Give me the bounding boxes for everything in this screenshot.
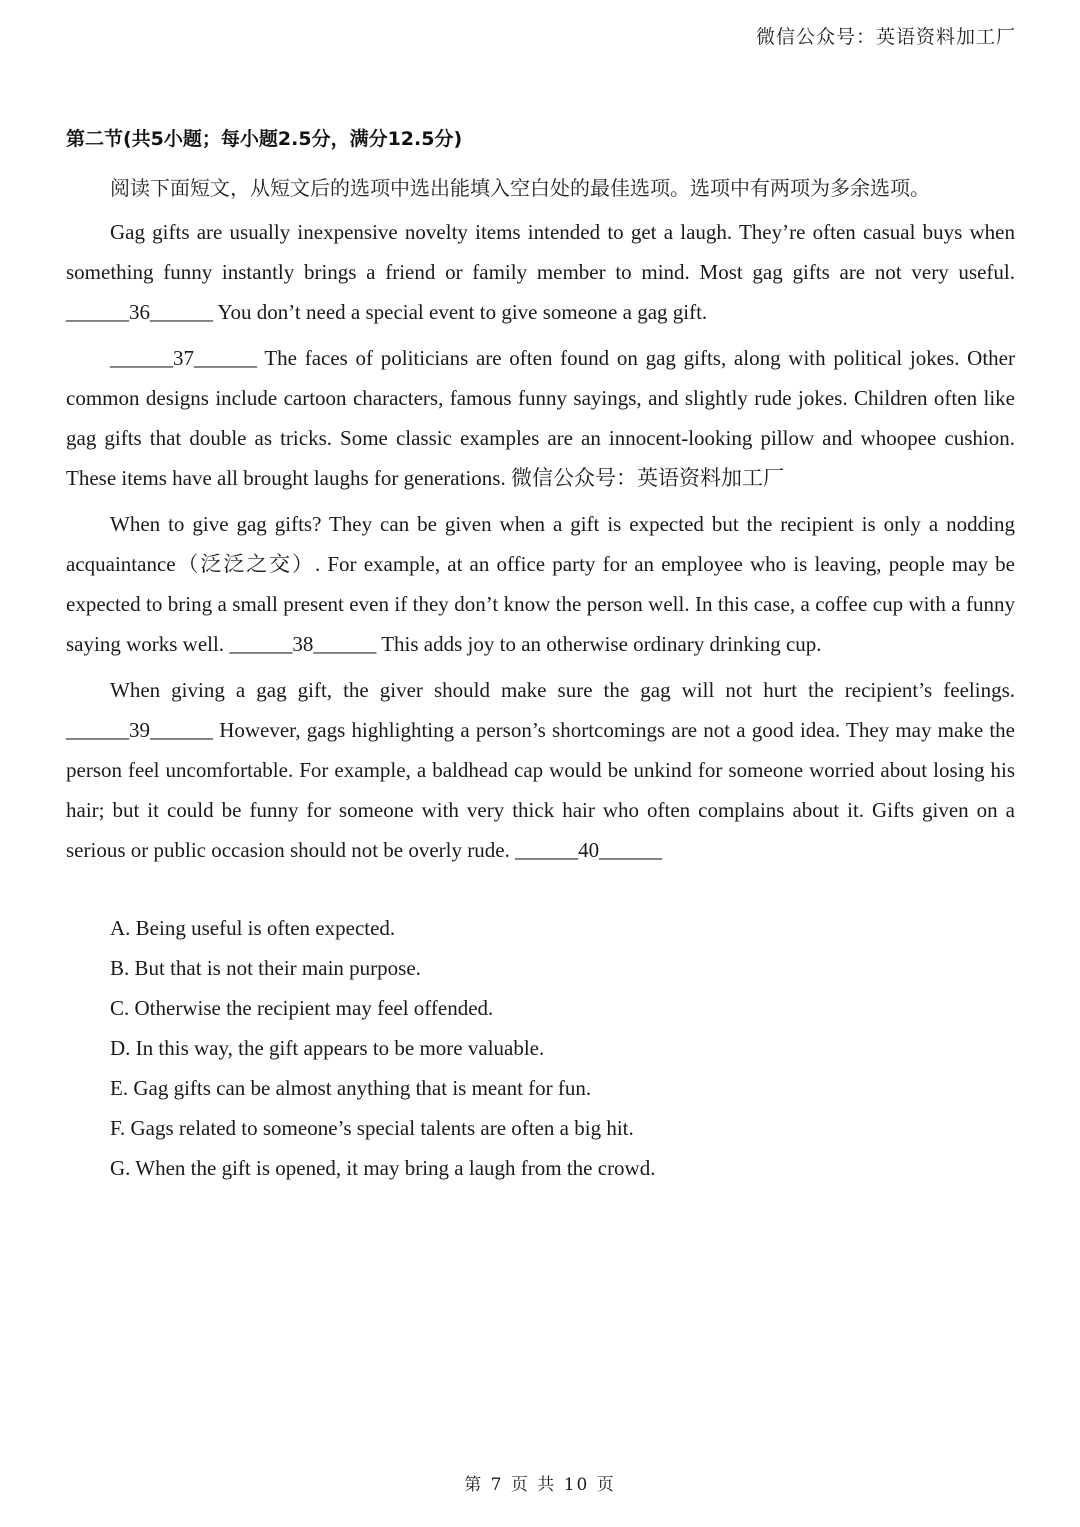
page-number-footer: 第 7 页 共 10 页 [464, 1475, 616, 1495]
paragraph-1-text-a: Gag gifts are usually inexpensive novelty items intended to get a laugh. They’re often casual buys when something funny instantly brings a friend or family member to mind. Most gag gifts are not very useful. [66, 220, 1015, 284]
option-e: E. Gag gifts can be almost anything that is meant for fun. [110, 1076, 592, 1100]
paragraph-3-text-a: When to give gag gifts? They can be given when a gift is expected but the recipient is only a nodding acquaintance（泛泛之交）. For example, at an office party for an employee who is leaving, people may be expected to bring a small present even if they don’t know the person well. In this case, a coffee cup with a funny saying works well. [66, 512, 1015, 656]
option-g: G. When the gift is opened, it may bring a laugh from the crowd. [110, 1156, 656, 1180]
reading-passage [66, 212, 1015, 876]
option-c: C. Otherwise the recipient may feel offended. [110, 996, 494, 1020]
paragraph-3-text-b: This adds joy to an otherwise ordinary drinking cup. [381, 632, 822, 656]
option-f: F. Gags related to someone’s special talents are often a big hit. [110, 1116, 634, 1140]
paragraph-4-text-a: When giving a gag gift, the giver should make sure the gag will not hurt the recipient’s feelings. [110, 678, 1015, 702]
paragraph-1-text-b: You don’t need a special event to give someone a gag gift. [217, 300, 708, 324]
blank-38: ______38______ [229, 632, 377, 656]
blank-40: ______40______ [515, 838, 663, 862]
page-header: 微信公众号：英语资料加工厂 [755, 26, 1016, 48]
paragraph-3 [66, 504, 1015, 664]
paragraph-1 [66, 212, 1015, 332]
answer-options [110, 908, 655, 1188]
section-title: 第二节(共5小题；每小题2.5分，满分12.5分) [66, 128, 463, 150]
paragraph-2 [66, 338, 1015, 498]
blank-37: ______37______ [110, 346, 257, 370]
option-a: A. Being useful is often expected. [110, 916, 396, 940]
blank-39: ______39______ [66, 718, 213, 742]
option-b: B. But that is not their main purpose. [110, 956, 421, 980]
option-d: D. In this way, the gift appears to be more valuable. [110, 1036, 545, 1060]
blank-36: ______36______ [66, 300, 213, 324]
section-instruction: 阅读下面短文，从短文后的选项中选出能填入空白处的最佳选项。选项中有两项为多余选项。 [110, 176, 930, 200]
paragraph-2-text: The faces of politicians are often found on gag gifts, along with political jokes. Other common designs include cartoon characters, famous funny sayings, and slightly rude jokes. Children often like gag gifts that double as tricks. Some classic examples are an innocent-looking pillow and whoopee cushion. These items have all brought laughs for generations. 微信公众号：英语资料加工厂 [66, 346, 1015, 490]
paragraph-4-text-b: However, gags highlighting a person’s shortcomings are not a good idea. They may make the person feel uncomfortable. For example, a baldhead cap would be unkind for someone worried about losing his hair; but it could be funny for someone with very thick hair who often complains about it. Gifts given on a serious or public occasion should not be overly rude. [66, 718, 1016, 862]
paragraph-4 [66, 670, 1015, 870]
